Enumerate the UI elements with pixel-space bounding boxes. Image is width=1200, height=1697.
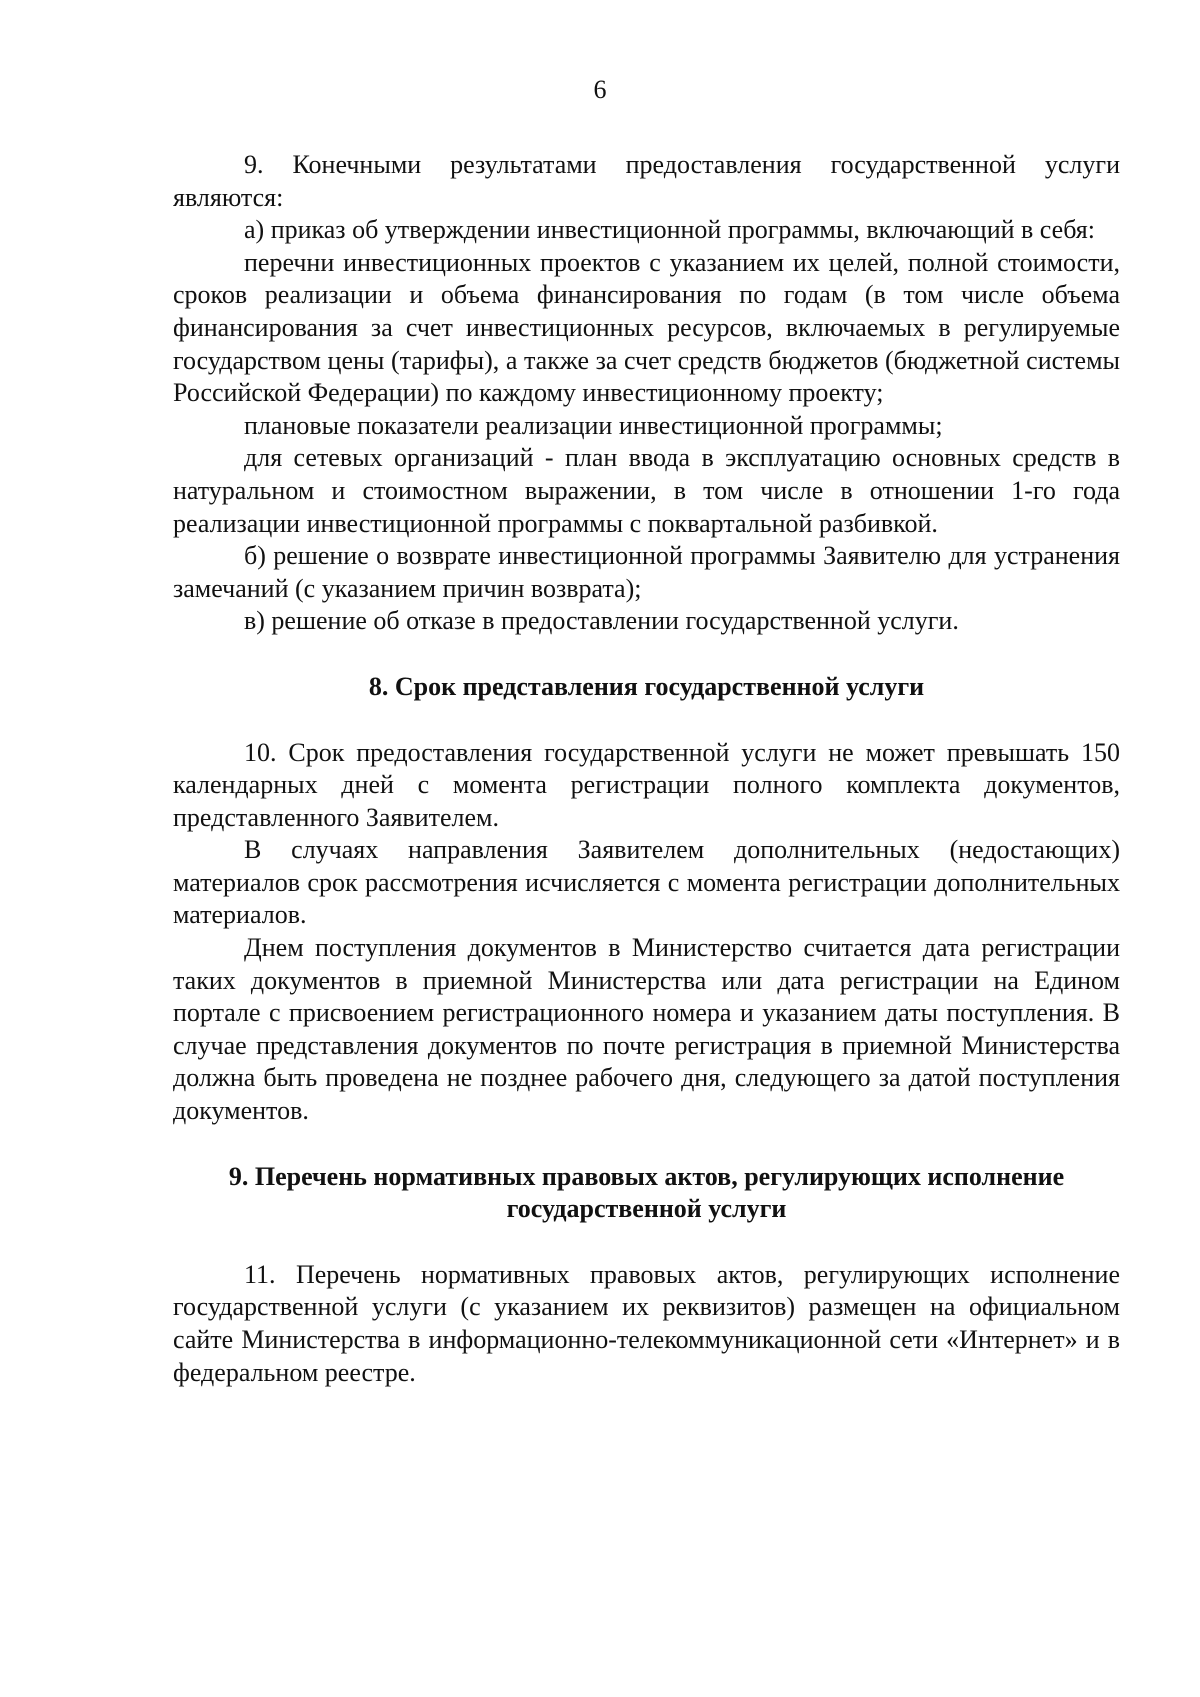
page-content [173,149,1120,1389]
section-9-heading-line2: государственной услуги [506,1194,787,1224]
section-9-heading-line1: 9. Перечень нормативных правовых актов, регулирующих исполнение [228,1161,1065,1191]
section-9-heading [173,1161,1120,1226]
paragraph-9-intro: 9. Конечными результатами предоставления государственной услуги являются: [173,150,1120,212]
paragraph-10: 10. Срок предоставления государственной услуги не может превышать 150 календарных дней с момента регистрации полного комплекта документов, представленного Заявителем. [173,737,1120,832]
section-8-heading: 8. Срок представления государственной услуги [368,671,925,701]
paragraph-11: 11. Перечень нормативных правовых актов, регулирующих исполнение государственной услуги (с указанием их реквизитов) размещен на официальном сайте Министерства в информационно-телекоммуникационной сети «Интернет» и в федеральном реестре. [173,1259,1120,1387]
list-item-a: а) приказ об утверждении инвестиционной программы, включающий в себя: [244,215,1095,245]
list-item-c: в) решение об отказе в предоставлении государственной услуги. [244,606,959,636]
page-number: 6 [593,75,607,104]
paragraph-10-additional: В случаях направления Заявителем дополнительных (недостающих) материалов срок рассмотрения исчисляется с момента регистрации дополнительных материалов. [173,835,1120,930]
paragraph-10-receipt-day: Днем поступления документов в Министерство считается дата регистрации таких документов в приемной Министерства или дата регистрации на Едином портале с присвоением регистрационного номера и указанием даты поступления. В случае представления документов по почте регистрация в приемной Министерства должна быть проведена не позднее рабочего дня, следующего за датой поступления документов. [173,933,1120,1126]
list-item-a-projects: перечни инвестиционных проектов с указанием их целей, полной стоимости, сроков реализации и объема финансирования по годам (в том числе объема финансирования за счет инвестиционных ресурсов, включаемых в регулируемые государством цены (тарифы), а также за счет средств бюджетов (бюджетной системы Российской Федерации) по каждому инвестиционному проекту; [173,247,1120,408]
list-item-b: б) решение о возврате инвестиционной программы Заявителю для устранения замечаний (с указанием причин возврата); [173,541,1120,603]
list-item-a-networks: для сетевых организаций - план ввода в эксплуатацию основных средств в натуральном и стоимостном выражении, в том числе в отношении 1-го года реализации инвестиционной программы с поквартальной разбивкой. [173,443,1120,538]
list-item-a-indicators: плановые показатели реализации инвестиционной программы; [244,410,943,440]
